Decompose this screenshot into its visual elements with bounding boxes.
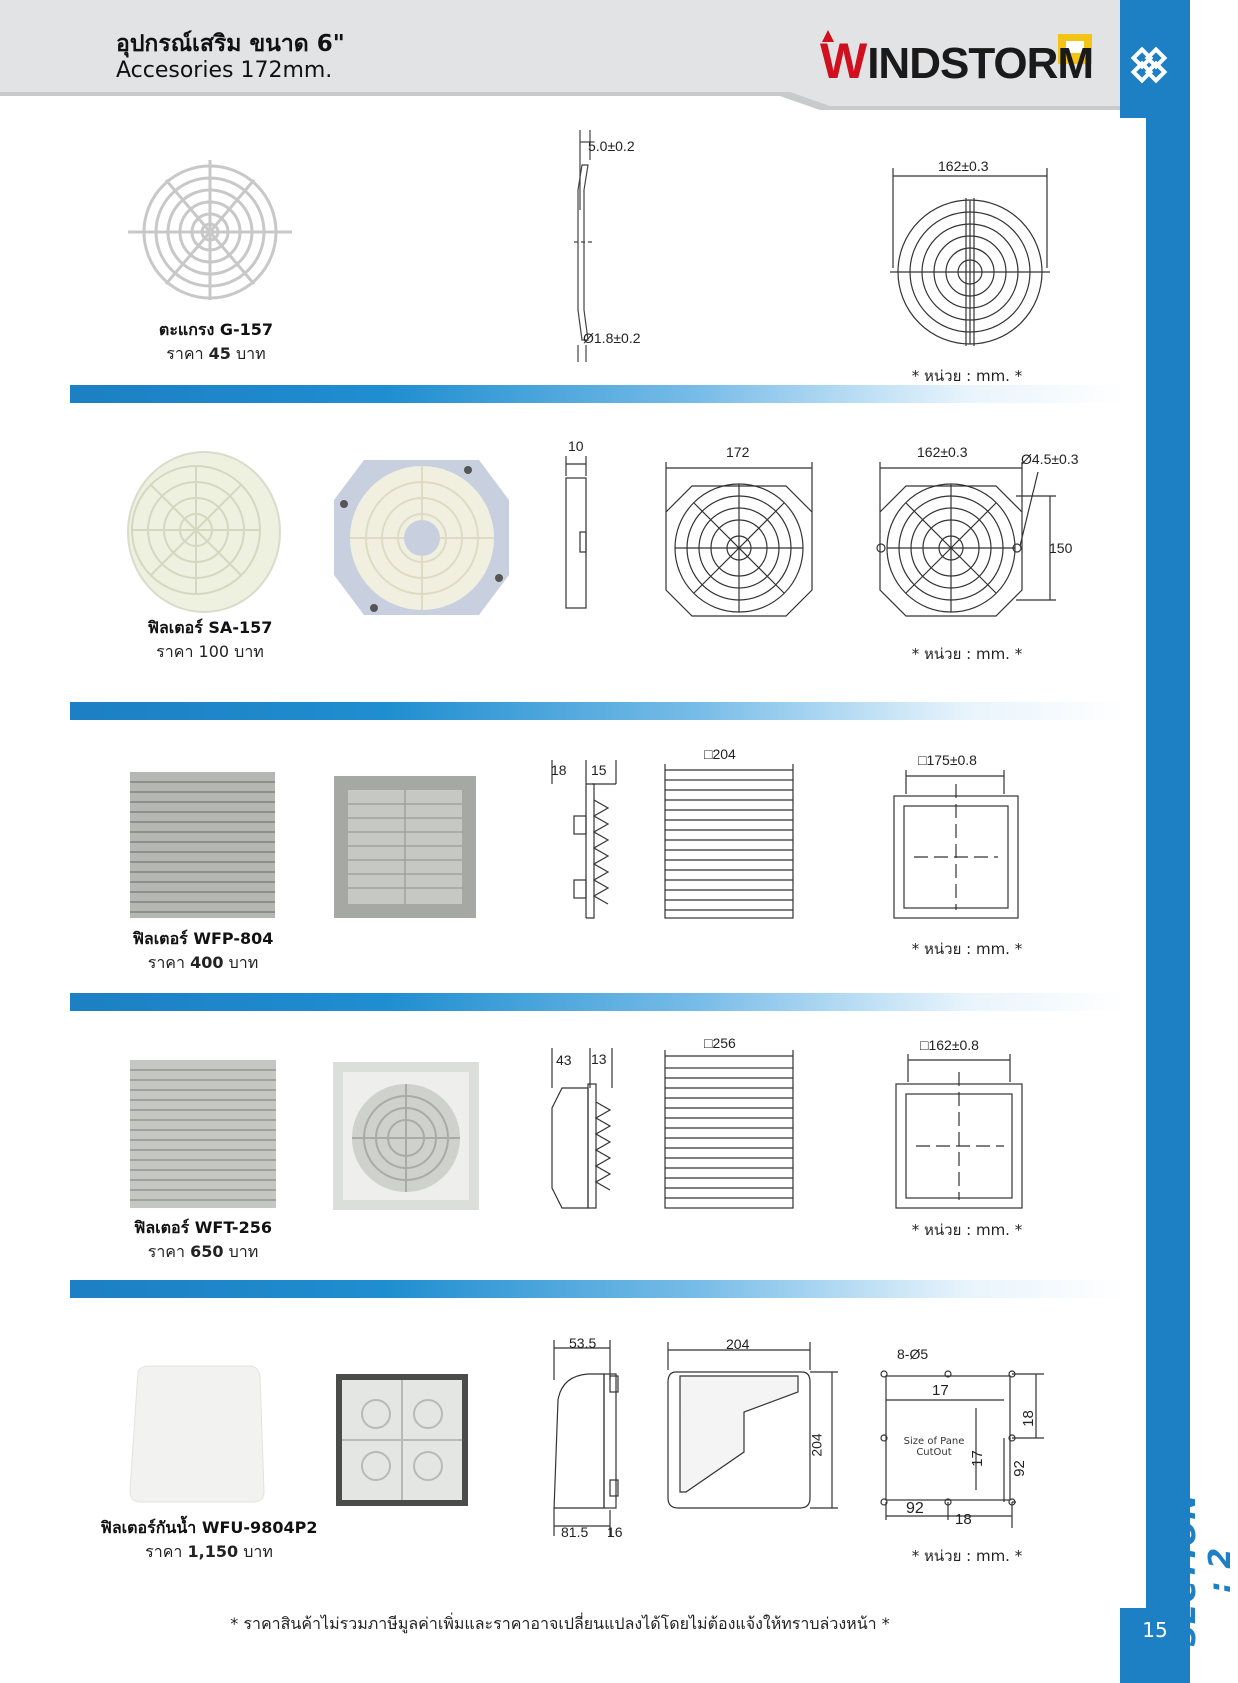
sa157-side-drawing: [562, 456, 592, 612]
wft256-cutout-drawing: [894, 1054, 1024, 1210]
unit-note: * หน่วย : mm. *: [911, 1221, 1023, 1239]
product-price: ราคา 100 บาท: [156, 642, 264, 661]
dimension-label: 8-Ø5: [897, 1346, 929, 1362]
price-value: 100: [198, 642, 230, 661]
price-value: 400: [190, 953, 224, 972]
dimension-label: 18: [955, 1511, 972, 1528]
page-title-english: Accesories 172mm.: [116, 58, 333, 83]
dimension-label: 17: [968, 1450, 986, 1467]
wfp804-cutout-drawing: [892, 770, 1020, 920]
dimension-label: 162±0.3: [938, 158, 989, 174]
dimension-label: 53.5: [569, 1335, 597, 1351]
product-name: ตะแกรง G-157: [158, 320, 274, 339]
dimension-label: 18: [1019, 1410, 1037, 1427]
wfp804-side-drawing: [550, 760, 620, 920]
dimension-label: 92: [1010, 1460, 1028, 1477]
product-price: ราคา 400 บาท: [147, 953, 259, 972]
dimension-label: □162±0.8: [920, 1037, 979, 1053]
sidebar-tab-edge: [1146, 118, 1160, 1608]
dimension-label: 18: [551, 762, 567, 778]
price-value: 45: [208, 344, 231, 363]
unit-note: * หน่วย : mm. *: [911, 367, 1023, 385]
dimension-label: □256: [704, 1035, 736, 1051]
g157-front-drawing: [890, 168, 1050, 348]
logo-wordmark: INDSTORM: [867, 39, 1094, 88]
section-diamond-icon: [1128, 44, 1170, 86]
dimension-label: Ø1.8±0.2: [583, 330, 641, 346]
wfu9804-back-photo: [336, 1374, 468, 1506]
wft256-louver-photo: [130, 1060, 276, 1208]
wft256-front-drawing: [664, 1050, 794, 1210]
product-price: ราคา 45 บาท: [166, 344, 266, 363]
dimension-label: 43: [556, 1052, 572, 1068]
footer-note: * ราคาสินค้าไม่รวมภาษีมูลค่าเพิ่มและราคาอาจเปลี่ยนแปลงได้โดยไม่ต้องแจ้งให้ทราบล่วงหน้า *: [230, 1614, 890, 1633]
unit-note: * หน่วย : mm. *: [911, 645, 1023, 663]
product-price: ราคา 650 บาท: [147, 1242, 259, 1261]
price-value: 650: [190, 1242, 224, 1261]
price-value: 1,150: [187, 1542, 239, 1561]
dimension-label: 172: [726, 444, 750, 460]
page-number: 15: [1142, 1618, 1168, 1642]
sa157-filter-photo: [124, 450, 284, 615]
cutout-label: Size of Pane CutOut: [903, 1436, 965, 1458]
windstorm-logo: [818, 28, 1098, 88]
product-price: ราคา 1,150 บาท: [145, 1542, 273, 1561]
sa157-cutout-drawing: [876, 462, 1066, 618]
header-bottom-edge: [0, 92, 1120, 108]
dimension-label: □175±0.8: [918, 752, 977, 768]
dimension-label: Ø4.5±0.3: [1021, 451, 1079, 467]
dimension-label: 10: [568, 438, 584, 454]
dimension-label: 204: [808, 1433, 825, 1457]
dimension-label: □204: [704, 746, 736, 762]
wfu9804-side-drawing: [548, 1340, 628, 1540]
wfu9804-cover-photo: [130, 1366, 264, 1502]
dimension-label: 162±0.3: [917, 444, 968, 460]
wfp804-front-drawing: [664, 764, 794, 920]
dimension-label: 150: [1049, 540, 1073, 556]
product-name: ฟิลเตอร์ WFP-804: [132, 929, 274, 948]
dimension-label: 13: [591, 1051, 607, 1067]
sidebar-gap: [1120, 118, 1146, 1608]
wfp804-back-photo: [334, 776, 476, 918]
dimension-label: 5.0±0.2: [588, 138, 635, 154]
section-divider: [70, 702, 1125, 720]
wfp804-louver-photo: [130, 772, 275, 918]
page-title-thai: อุปกรณ์เสริม ขนาด 6": [116, 31, 345, 57]
logo-letter-w: W: [820, 33, 868, 89]
dimension-label: 17: [932, 1382, 949, 1399]
product-name: ฟิลเตอร์ WFT-256: [134, 1218, 272, 1237]
g157-side-drawing: [560, 130, 620, 360]
section-label: SECTION : 2: [1168, 1493, 1238, 1647]
sa157-filter-back-photo: [334, 460, 509, 615]
dimension-label: 81.5: [561, 1524, 589, 1540]
unit-note: * หน่วย : mm. *: [911, 1547, 1023, 1565]
dimension-label: 92: [906, 1500, 924, 1517]
wft256-side-drawing: [550, 1048, 620, 1210]
dimension-label: 204: [726, 1336, 750, 1352]
dimension-label: 15: [591, 762, 607, 778]
sa157-front-drawing: [662, 462, 814, 618]
wft256-fan-photo: [333, 1062, 479, 1210]
g157-grill-photo: [128, 150, 298, 300]
product-name: ฟิลเตอร์กันน้ำ WFU-9804P2: [100, 1518, 318, 1537]
wfu9804-front-drawing: [666, 1342, 842, 1512]
unit-note: * หน่วย : mm. *: [911, 940, 1023, 958]
section-divider: [70, 993, 1125, 1011]
product-name: ฟิลเตอร์ SA-157: [147, 618, 273, 637]
dimension-label: 16: [607, 1524, 623, 1540]
section-divider: [70, 1280, 1125, 1298]
